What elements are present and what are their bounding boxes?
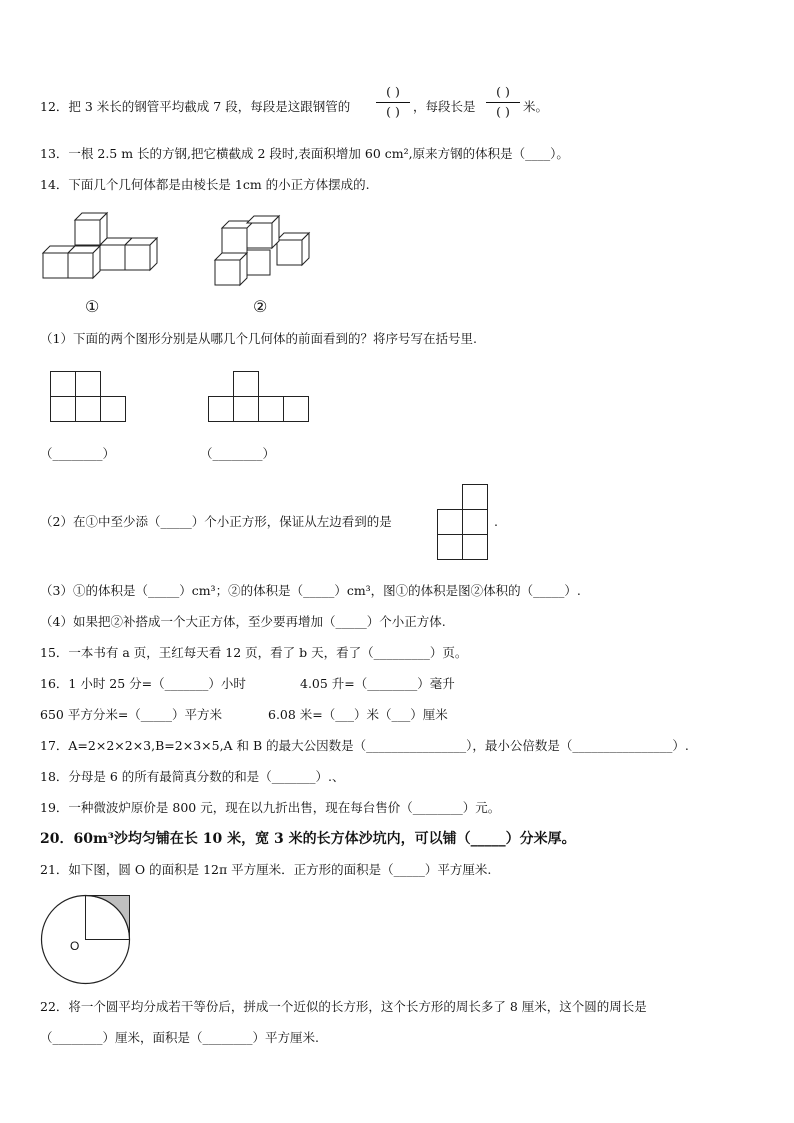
fraction-bar bbox=[376, 102, 410, 103]
q12-fraction-2[interactable] bbox=[486, 86, 520, 118]
solid-figure-2 bbox=[210, 208, 320, 288]
q17-text: 17．A=2×2×2×3,B=2×3×5,A 和 B 的最大公因数是（________________），最小公倍数是（________________）. bbox=[40, 738, 689, 753]
q14-sub2-period: . bbox=[494, 514, 498, 529]
q19-text: 19．一种微波炉原价是 800 元，现在以九折出售，现在每台售价（________）元。 bbox=[40, 800, 501, 815]
q12-text-a: 12．把 3 米长的钢管平均截成 7 段，每段是这跟钢管的 bbox=[40, 99, 351, 114]
q16-part-d: 6.08 米=（___）米（___）厘米 bbox=[268, 707, 448, 722]
answer-blank-b[interactable]: （________） bbox=[200, 446, 276, 461]
q16-part-b: 4.05 升=（________）毫升 bbox=[300, 676, 455, 691]
q21-text: 21．如下图，圆 O 的面积是 12π 平方厘米．正方形的面积是（_____）平方厘米. bbox=[40, 862, 492, 877]
circle-square-figure bbox=[38, 893, 138, 989]
figure-2-label: ② bbox=[253, 297, 268, 316]
front-view-b bbox=[208, 371, 313, 425]
q12-fraction-1[interactable] bbox=[376, 86, 410, 118]
solid-figure-1 bbox=[38, 208, 168, 288]
figure-1-label: ① bbox=[85, 297, 100, 316]
q14-sub2-text: （2）在①中至少添（_____）个小正方形，保证从左边看到的是 bbox=[40, 514, 392, 529]
q12-text-c: 米。 bbox=[523, 99, 549, 114]
left-view-figure bbox=[437, 484, 493, 564]
q14-text: 14．下面几个几何体都是由棱长是 1cm 的小正方体摆成的. bbox=[40, 177, 370, 192]
q14-sub4: （4）如果把②补搭成一个大正方体，至少要再增加（_____）个小正方体. bbox=[40, 614, 446, 629]
q18-text: 18．分母是 6 的所有最简真分数的和是（_______）.、 bbox=[40, 769, 345, 784]
answer-blank-a[interactable]: （________） bbox=[40, 446, 116, 461]
q14-sub1: （1）下面的两个图形分别是从哪几个几何体的前面看到的？将序号写在括号里. bbox=[40, 331, 477, 346]
q14-sub3: （3）①的体积是（_____）cm³；②的体积是（_____）cm³，图①的体积是图②体积的（_____）. bbox=[40, 583, 581, 598]
fraction-denominator: ( ) bbox=[386, 103, 400, 119]
fraction-numerator: ( ) bbox=[496, 84, 510, 99]
q13-text: 13．一根 2.5 m 长的方钢,把它横截成 2 段时,表面积增加 60 cm²,原来方钢的体积是（____）。 bbox=[40, 146, 569, 161]
front-view-a bbox=[50, 371, 130, 425]
fraction-numerator: ( ) bbox=[386, 84, 400, 99]
q15-text: 15．一本书有 a 页，王红每天看 12 页，看了 b 天，看了（_________）页。 bbox=[40, 645, 468, 660]
q22-line1: 22．将一个圆平均分成若干等份后，拼成一个近似的长方形，这个长方形的周长多了 8 厘米，这个圆的周长是 bbox=[40, 999, 647, 1014]
fraction-bar bbox=[486, 102, 520, 103]
fraction-denominator: ( ) bbox=[496, 103, 510, 119]
q22-line2: （________）厘米，面积是（________）平方厘米. bbox=[40, 1030, 319, 1045]
q16-part-a: 16．1 小时 25 分=（_______）小时 bbox=[40, 676, 246, 691]
q16-part-c: 650 平方分米=（_____）平方米 bbox=[40, 707, 223, 722]
center-label-o: O bbox=[70, 939, 80, 953]
q20-text: 20．60m³沙均匀铺在长 10 米，宽 3 米的长方体沙坑内，可以铺（_____）分米厚。 bbox=[40, 831, 576, 847]
q12-text-b: ，每段长是 bbox=[413, 99, 476, 114]
